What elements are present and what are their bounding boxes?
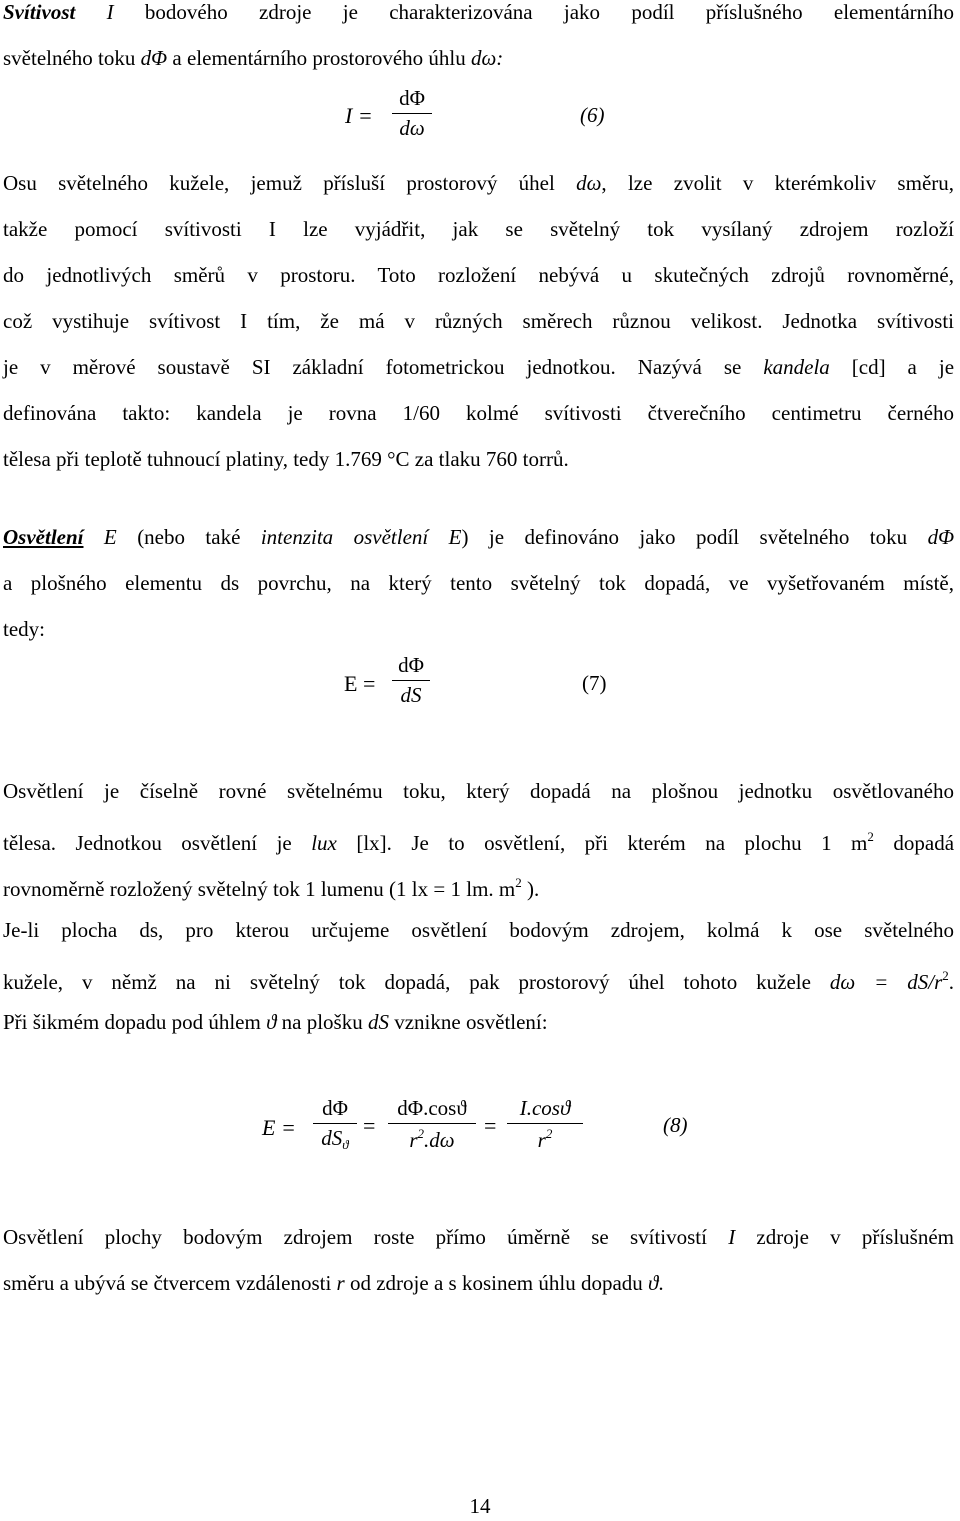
text-line: směru a ubývá se čtvercem vzdálenosti bbox=[3, 1271, 332, 1295]
symbol-I: I bbox=[728, 1225, 736, 1249]
text-line: a plošného elementu ds povrchu, na který tento světelný tok dopadá, ve vyšetřovaném místě, bbox=[3, 571, 954, 595]
term-osvetleni: Osvětlení bbox=[3, 525, 84, 549]
superscript: 2 bbox=[545, 1126, 553, 1141]
symbol-theta: ϑ bbox=[266, 1010, 277, 1034]
text-line: kužele, v němž na ni světelný tok dopadá, pak prostorový úhel tohoto kužele bbox=[3, 970, 811, 994]
equation-number: (6) bbox=[580, 103, 605, 127]
superscript: 2 bbox=[515, 875, 522, 890]
equation-number: (8) bbox=[663, 1113, 688, 1137]
text-line: tělesa při teplotě tuhnoucí platiny, tedy 1.769 °C za tlaku 760 torrů. bbox=[3, 447, 569, 471]
text-line: vznikne osvětlení: bbox=[394, 1010, 548, 1034]
page-number: 14 bbox=[469, 1494, 491, 1518]
text-line: ) je definováno jako podíl světelného toku bbox=[461, 525, 908, 549]
denominator: r bbox=[537, 1128, 546, 1152]
text-line: [cd] a je bbox=[851, 355, 955, 379]
text-line: dopadá bbox=[893, 831, 955, 855]
denominator-part: .dω bbox=[424, 1128, 455, 1152]
text-line: definována takto: kandela je rovna 1/60 kolmé svítivosti čtverečního centimetru černého bbox=[3, 401, 954, 425]
fraction-bar bbox=[392, 113, 432, 114]
text-line: (nebo také bbox=[137, 525, 241, 549]
superscript: 2 bbox=[417, 1126, 425, 1141]
symbol-domega: dω bbox=[576, 171, 602, 195]
text-line: tělesa. Jednotkou osvětlení je bbox=[3, 831, 292, 855]
text-line: na plošku bbox=[281, 1010, 363, 1034]
fraction-2 bbox=[388, 1096, 476, 1153]
text-line: od zdroje a s kosinem úhlu dopadu bbox=[349, 1271, 643, 1295]
numerator: I.cosϑ bbox=[519, 1096, 571, 1120]
text-line: a elementárního prostorového úhlu bbox=[172, 46, 466, 70]
numerator: dΦ bbox=[399, 86, 425, 110]
text-line: bodového zdroje je charakterizována jako podíl příslušného elementárního bbox=[144, 0, 954, 24]
text-line: [lx]. Je to osvětlení, při kterém na plochu 1 m bbox=[356, 831, 868, 855]
equation-lhs: I = bbox=[345, 103, 373, 128]
numerator: dΦ bbox=[398, 653, 424, 677]
paragraph-inverse-square-law bbox=[3, 1214, 954, 1306]
equation-lhs: E = bbox=[344, 671, 376, 696]
equation-lhs: E = bbox=[262, 1115, 296, 1140]
fraction-bar bbox=[392, 680, 430, 681]
numerator: dΦ.cosϑ bbox=[397, 1096, 467, 1120]
term-svitivost: Svítivost bbox=[3, 0, 76, 24]
text-line: Osvětlení plochy bodovým zdrojem roste přímo úměrně se svítivostí bbox=[3, 1225, 707, 1249]
fraction-bar bbox=[388, 1123, 476, 1124]
text-line: . bbox=[658, 1271, 664, 1295]
formula-domega: dω = dS/r bbox=[829, 970, 943, 994]
symbol-r: r bbox=[336, 1271, 345, 1295]
denominator: dω bbox=[399, 116, 425, 140]
symbol-domega: dω: bbox=[470, 46, 504, 70]
denominator: dS bbox=[321, 1126, 343, 1150]
denominator: r bbox=[409, 1128, 418, 1152]
fraction bbox=[392, 653, 430, 708]
equation-number: (7) bbox=[582, 671, 607, 695]
text-line: Osu světelného kužele, jemuž přísluší prostorový úhel bbox=[3, 171, 555, 195]
denominator: dS bbox=[400, 683, 422, 707]
paragraph-illuminance-unit bbox=[3, 768, 954, 906]
symbol-dphi: dΦ bbox=[927, 525, 955, 549]
text-line: světelného toku bbox=[3, 46, 136, 70]
symbol-dS: dS bbox=[367, 1010, 389, 1034]
text-line: což vystihuje svítivost I tím, že má v různých směrech různou velikost. Jednotka svítivosti bbox=[3, 309, 954, 333]
paragraph-luminous-intensity-definition bbox=[3, 0, 954, 81]
paragraph-illuminance-definition bbox=[3, 514, 954, 652]
fraction-bar bbox=[313, 1123, 357, 1124]
paragraph-luminous-intensity-details bbox=[3, 160, 954, 482]
text-line: do jednotlivých směrů v prostoru. Toto rozložení nebývá u skutečných zdrojů rovnoměrné, bbox=[3, 263, 954, 287]
text-line: takže pomocí svítivosti I lze vyjádřit, jak se světelný tok vysílaný zdrojem rozloží bbox=[3, 217, 954, 241]
symbol-I: I bbox=[106, 0, 114, 24]
text-line: rovnoměrně rozložený světelný tok 1 lumenu (1 lx = 1 lm. m bbox=[3, 877, 516, 901]
text-line: je v měrové soustavě SI základní fotometrickou jednotkou. Nazývá se bbox=[3, 355, 742, 379]
text-line: , lze zvolit v kterémkoliv směru, bbox=[601, 171, 955, 195]
text-line: Při šikmém dopadu pod úhlem bbox=[3, 1010, 261, 1034]
text-line: . bbox=[948, 970, 954, 994]
text-line: zdroje v příslušném bbox=[756, 1225, 954, 1249]
fraction-bar bbox=[507, 1123, 583, 1124]
symbol-theta: ϑ bbox=[648, 1271, 659, 1295]
fraction-3 bbox=[507, 1096, 583, 1153]
symbol-dphi: dΦ bbox=[140, 46, 168, 70]
text-line: Je-li plocha ds, pro kterou určujeme osvětlení bodovým zdrojem, kolmá k ose světelného bbox=[3, 918, 954, 942]
superscript: 2 bbox=[867, 829, 874, 844]
fraction bbox=[392, 86, 432, 141]
term-kandela: kandela bbox=[763, 355, 830, 379]
paragraph-solid-angle-relation bbox=[3, 907, 954, 1045]
text-line: ). bbox=[526, 877, 540, 901]
term-intenzita-osvetleni: intenzita osvětlení E bbox=[260, 525, 462, 549]
term-lux: lux bbox=[311, 831, 337, 855]
fraction-1 bbox=[313, 1096, 357, 1153]
text-line: Osvětlení je číselně rovné světelnému toku, který dopadá na plošnou jednotku osvětlovaného bbox=[3, 779, 954, 803]
numerator: dΦ bbox=[322, 1096, 348, 1120]
subscript: ϑ bbox=[342, 1137, 349, 1152]
equals-sign: = bbox=[363, 1113, 376, 1138]
symbol-E: E bbox=[103, 525, 117, 549]
text-line: tedy: bbox=[3, 617, 45, 641]
superscript: 2 bbox=[942, 968, 949, 983]
equals-sign: = bbox=[484, 1113, 497, 1138]
